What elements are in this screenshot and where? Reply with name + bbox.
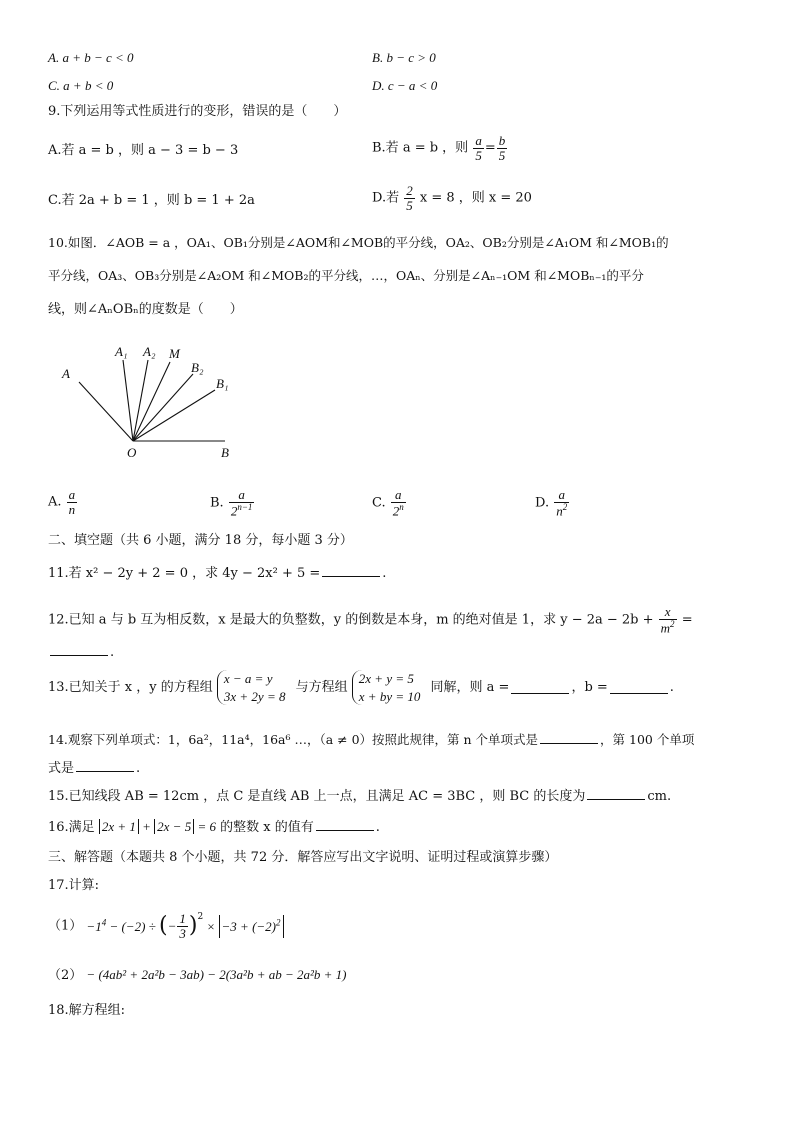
q17-part-2-expression: − (4ab² + 2a²b − 3ab) − 2(3a²b + ab − 2a²b + 1): [86, 967, 347, 982]
label-b: B: [221, 445, 229, 460]
q12: 12.已知 a 与 b 互为相反数，x 是最大的负整数，y 的倒数是本身，m 的绝对值是 1，求 y − 2a − 2b + $\frac{x}{m^2}$ =: [48, 604, 693, 635]
q17-part-1: $(1) -1^4 - (-2)$ ÷ (− $\frac{1}{3}$ )$^2 \times -3 + (-2)^2$: [48, 912, 284, 940]
q9-option-d-pre: D.若: [372, 190, 400, 206]
q9-option-a: A.若 a = b ，则 a − 3 = b − 3: [48, 143, 239, 158]
q14-line-2: [48, 759, 140, 777]
q10-option-d: D. $\frac{a}{n^2}$: [535, 487, 568, 518]
q10-option-b: B. $\frac{a}{2^{n-1}}$: [210, 487, 253, 518]
label-a1: A₁: [115, 344, 128, 359]
q13-system-1: x − a = y 3x + 2y = 8: [217, 670, 292, 705]
q13: [48, 670, 674, 705]
q8-option-d: D. c − a < 0: [372, 78, 438, 93]
q9-option-b: B.若 a = b ，则 $\frac{a}{5}$ = $\frac{b}{5}$: [372, 133, 506, 163]
q13-end: .: [669, 679, 674, 695]
q12-answer-line: .: [48, 643, 114, 661]
q9-option-d-post: x = 8 ，则 x = 20: [419, 190, 532, 206]
q16-blank[interactable]: [316, 818, 374, 831]
q9-option-c: C.若 2a + b = 1 ，则 b = 1 + 2a: [48, 193, 255, 208]
q13-mid: 与方程组: [295, 679, 348, 695]
ray-oa1: [123, 360, 133, 441]
q11: [48, 564, 386, 582]
q10-line-3: 线，则∠AₙOBₙ的度数是（ ）: [48, 302, 243, 317]
q15: [48, 787, 671, 805]
q11-text: 11.若 x² − 2y + 2 = 0 ，求 4y − 2x² + 5 =: [48, 566, 321, 581]
q17-part-1-label: （1）: [48, 918, 83, 934]
label-a2: A₂: [143, 344, 156, 359]
q17-title: 17.计算:: [48, 878, 100, 893]
q18-title: 18.解方程组:: [48, 1003, 126, 1018]
q10-option-b-label: B.: [210, 495, 224, 511]
label-b1: B₁: [216, 376, 229, 391]
angle-figure: [55, 340, 255, 465]
label-b2: B₂: [191, 360, 204, 375]
q10-line-1: 10.如图．∠AOB = a ，OA₁、OB₁分别是∠AOM和∠MOB的平分线，OA₂、OB₂分别是∠A₁OM 和∠MOB₁的: [48, 235, 669, 250]
q13-blank-b[interactable]: [610, 681, 668, 694]
q10-option-c-label: C.: [372, 495, 386, 511]
q14-blank-2[interactable]: [76, 759, 134, 772]
q10-option-d-label: D.: [535, 495, 550, 511]
q11-blank[interactable]: [322, 564, 380, 577]
q12-blank[interactable]: [50, 643, 108, 656]
q9-stem: 9.下列运用等式性质进行的变形，错误的是（ ）: [48, 104, 347, 119]
q16-pre: 16.满足: [48, 820, 95, 835]
q8-option-a: A. a + b − c < 0: [48, 50, 134, 65]
q9-option-d: D.若 $\frac{2}{5}$ x = 8 ，则 x = 20: [372, 183, 532, 213]
q10-option-a-label: A.: [48, 494, 62, 510]
ray-oa2: [133, 360, 148, 441]
q13-post: 同解，则 a =: [430, 679, 510, 695]
q13-system-2: 2x + y = 5 x + by = 10: [352, 670, 427, 705]
label-a: A: [62, 366, 70, 381]
q12-eq: =: [681, 612, 693, 628]
q10-option-c: C. $\frac{a}{2^n}$: [372, 487, 404, 518]
q17-part-2: [48, 967, 347, 984]
q10-line-2: 平分线，OA₃、OB₃分别是∠A₂OM 和∠MOB₂的平分线，…，OAₙ、分别是∠Aₙ₋₁OM 和∠MOBₙ₋₁的平分: [48, 268, 644, 283]
label-o: O: [127, 445, 137, 460]
q13-blank-a[interactable]: [511, 681, 569, 694]
q14-line-1: [48, 731, 694, 747]
section-2-heading: 二、填空题（共 6 小题，满分 18 分，每小题 3 分）: [48, 533, 353, 548]
q14-line2-text: 式是: [48, 761, 75, 776]
q8-option-b: B. b − c > 0: [372, 50, 436, 65]
q10-option-a: A. $\frac{a}{n}$: [48, 487, 76, 517]
q16: 16.满足 2x + 1 + 2x − 5 = 6 的整数 x 的值有 .: [48, 819, 380, 835]
ray-oa: [79, 382, 133, 441]
q15-blank[interactable]: [587, 787, 645, 800]
q14-end: .: [136, 761, 141, 776]
q9-option-b-text: B.若 a = b ，则: [372, 140, 469, 156]
q8-option-c: C. a + b < 0: [48, 78, 114, 93]
label-m: M: [169, 346, 180, 361]
q14-blank-1[interactable]: [540, 731, 598, 744]
ray-ob2: [133, 374, 193, 441]
q13-text: 13.已知关于 x ，y 的方程组: [48, 679, 213, 695]
section-3-heading: 三、解答题（本题共 8 个小题，共 72 分．解答应写出文字说明、证明过程或演算步骤）: [48, 850, 558, 865]
q11-end: .: [382, 566, 387, 581]
q16-end: .: [375, 820, 380, 835]
q15-unit: cm.: [647, 789, 672, 804]
q15-text: 15.已知线段 AB = 12cm ，点 C 是直线 AB 上一点，且满足 AC = 3BC ，则 BC 的长度为: [48, 789, 586, 804]
q14-mid: ，第 100 个单项: [600, 732, 695, 747]
q14-text: 14.观察下列单项式：1，6a²，11a⁴，16a⁶ …，（a ≠ 0）按照此规律，第 n 个单项式是: [48, 732, 539, 747]
q16-post: 的整数 x 的值有: [220, 820, 314, 835]
q12-text: 12.已知 a 与 b 互为相反数，x 是最大的负整数，y 的倒数是本身，m 的绝对值是 1，求 y − 2a − 2b +: [48, 612, 654, 628]
q13-b: ，b =: [571, 679, 608, 695]
q17-part-2-label: （2）: [48, 968, 83, 983]
